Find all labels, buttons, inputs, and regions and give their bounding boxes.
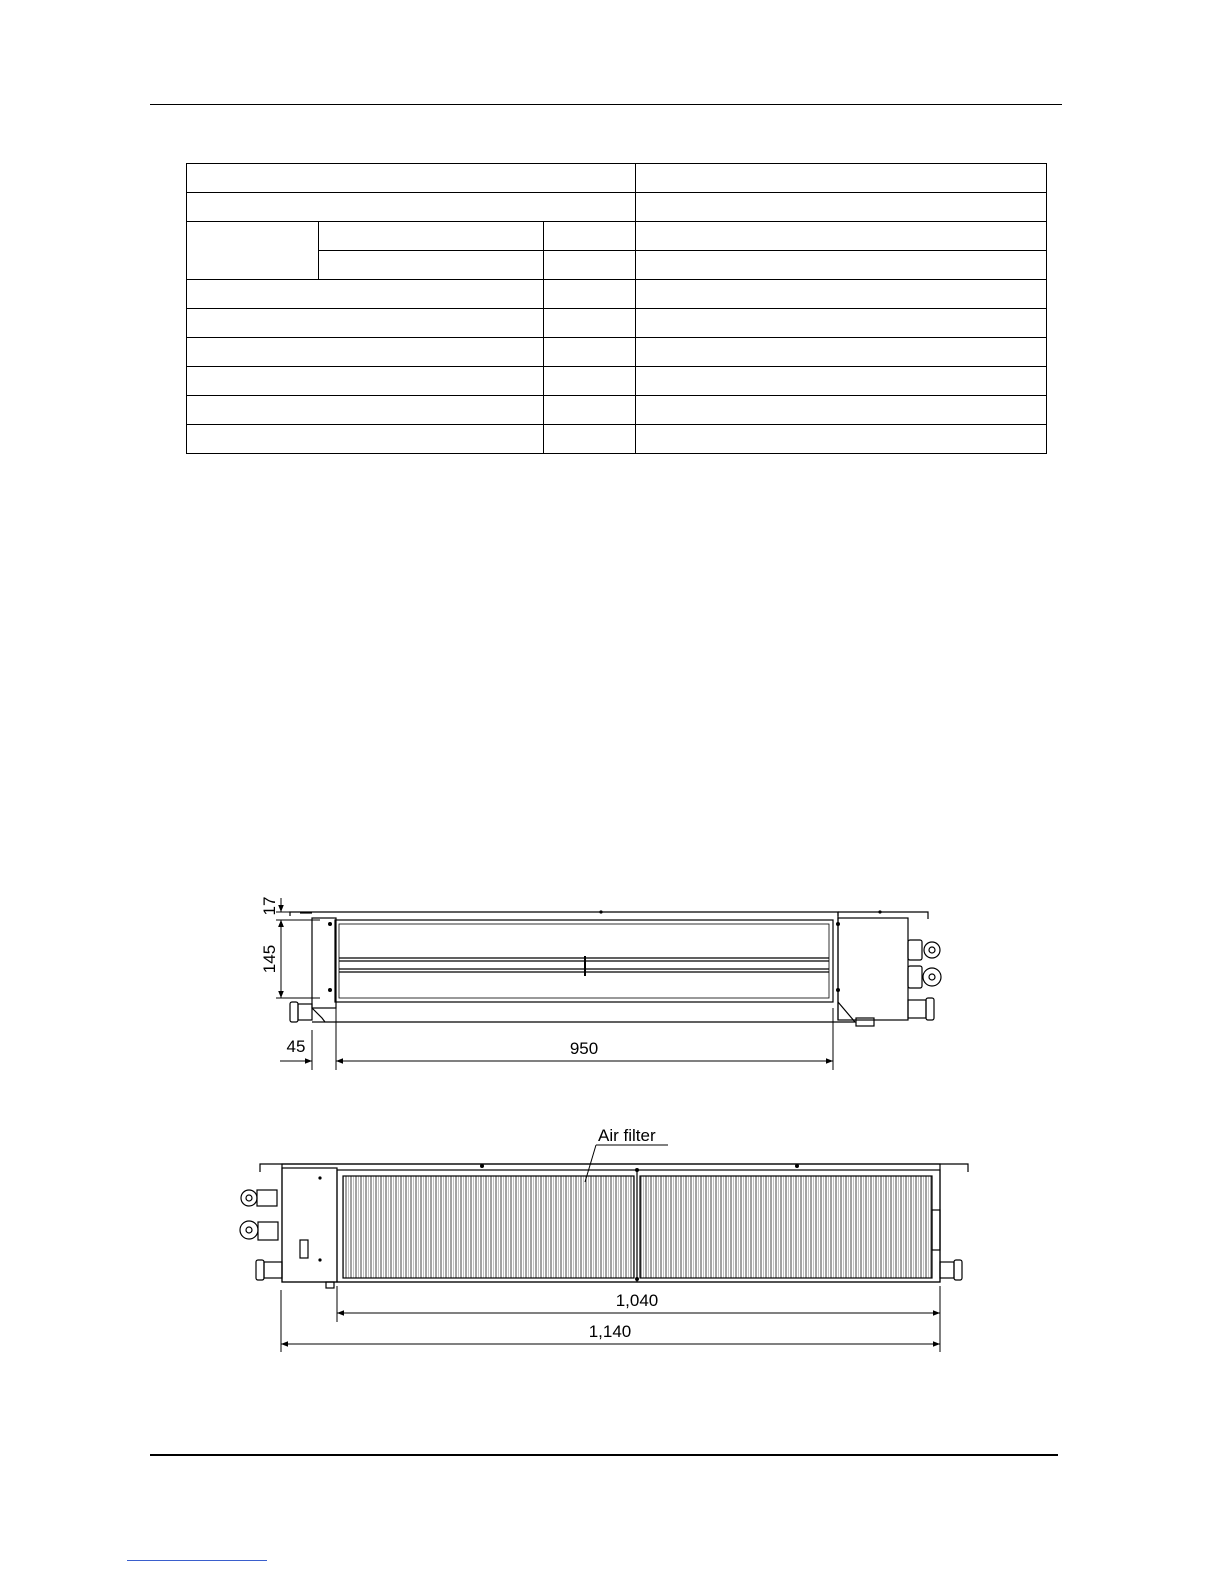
dim-label-950: 950 [569, 1039, 599, 1058]
dim-label-1140: 1,140 [588, 1322, 632, 1341]
dim-label-17: 17 [260, 896, 279, 916]
bottom-view-dimensions [281, 1286, 940, 1352]
dim-label-45: 45 [286, 1037, 306, 1056]
dim-label-145: 145 [260, 944, 279, 974]
side-view-drawing [290, 910, 941, 1026]
air-filter-callout: Air filter [598, 1126, 656, 1145]
dim-label-1040: 1,040 [615, 1291, 659, 1310]
footer-rule [150, 1454, 1058, 1456]
bottom-view-drawing [240, 1164, 968, 1288]
footer-link-underline [127, 1560, 267, 1561]
